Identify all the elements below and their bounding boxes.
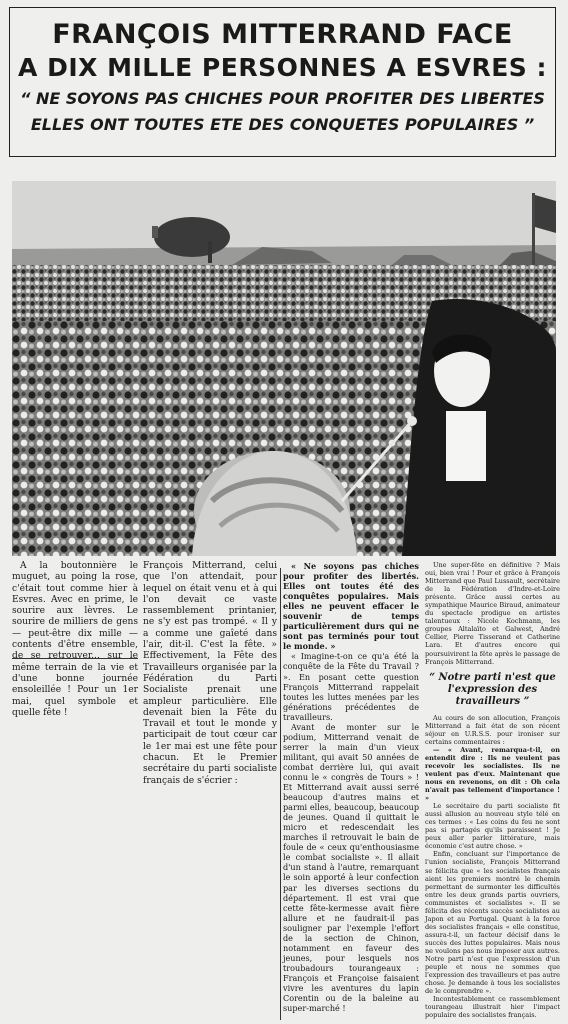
- paragraph: Une super-fête en définitive ? Mais oui, bien vrai ! Pour et grâce à François Mitterrand que Paul Lussault, secrétaire de la Fédération d'Indre-et-Loire présente. Grâce aussi certes au sympathique Maurice Biraud, animateur du spectacle prodigue en artistes talentueux : Nicole Kochmann, les groupes Altalaïto et Galwest, André Cellier, Pierre Tisserand et Catherine Lara. Et d'autres encore qui poursuivirent la fête après le passage de François Mitterrand.: [425, 561, 560, 666]
- sub-heading: “ Notre parti n'est que l'expression des travailleurs ”: [429, 671, 556, 707]
- headline-box: [9, 7, 556, 157]
- paragraph-quote: — « Avant, remarqua-t-il, on entendit dire : Ils ne veulent pas recevoir les socialistes. Ils ne veulent pas d'eux. Maintenant que nous en revenons, on dit : Oh cela n'avait pas tellement d'importance ! »: [425, 745, 560, 803]
- quote-line-1: “ NE SOYONS PAS CHICHES POUR PROFITER DES LIBERTES: [20, 89, 545, 108]
- headline-line-1: FRANÇOIS MITTERRAND FACE: [52, 19, 513, 50]
- paragraph: Avant de monter sur le podium, Mitterrand venait de serrer la main d'un vieux militant, qui avait 50 années de combat derrière lui, qui avait connu le « congrès de Tours » ! Et Mitterrand avait aussi serré beaucoup d'autres mains et parmi elles, beaucoup, beaucoup de jeunes. Quand il quittait le micro et redescendait les marches il retrouvait le bain de foule de « ceux qu'enthousiasme le combat socialiste ». Il allait d'un stand à l'autre, remarquant le soin apporté à leur confection par les diverses sections du département. Il est vrai que cette fête-kermesse avait fière allure et ne faudrait-il pas souligner par l'exemple l'effort de la section de Chinon, notamment en faveur des jeunes, pour lesquels nos troubadours tourangeaux : François et Françoise faisaient vivre les aventures du lapin Corentin ou de la baleine au super-marché !: [283, 721, 419, 1014]
- article-column-3: [283, 561, 419, 1013]
- paragraph: Incontestablement ce rassemblement tourangeau illustrait hier l'impact populaire des socialistes français.: [425, 995, 560, 1020]
- paragraph: A la boutonnière le muguet, au poing la rose, c'était tout comme hier à Esvres. Avec en prime, le sourire aux lèvres. Le sourire de milliers de gens — peut-être dix mille — contents d'être ensemble, de se retrouver... sur le même terrain de la vie et d'une bonne journée ensoleillée ! Pour un 1er mai, quel symbole et quelle fête !: [12, 561, 138, 718]
- quote-line-2: ELLES ONT TOUTES ETE DES CONQUETES POPULAIRES ”: [30, 115, 535, 134]
- paragraph-quote: « Ne soyons pas chiches pour profiter des libertés. Elles ont toutes été des conquêtes populaires. Mais elles ne peuvent effacer le souvenir de temps particulièrement durs qui ne sont pas terminés pour tout le monde. »: [283, 561, 419, 652]
- paragraph: « Imagine-t-on ce qu'a été la conquête de la Fête du Travail ? ». En posant cette question François Mitterrand rappelait toutes les luttes menées par les générations précédentes de travailleurs.: [283, 651, 419, 722]
- article-column-1: [12, 561, 138, 719]
- paragraph: Le secrétaire du parti socialiste fit aussi allusion au nouveau style télé en ces termes : « Les coins du feu ne sont pas si partagés qu'ils paraissent ! Je peux aller parler littérature, mais économie c'est autre chose. »: [425, 802, 560, 851]
- paragraph: François Mitterrand, celui que l'on attendait, pour lequel on était venu et à qui l'on devait ce vaste rassemblement printanier, ne s'y est pas trompé. « Il y a comme une gaîeté dans l'air, dit-il. C'est la fête. » Effectivement, la Fête des Travailleurs organisée par la Fédération du Parti Socialiste prenait une ampleur particulière. Elle devenait bien la Fête du Travail et tout le monde y participait de tout cœur car le 1er mai est une fête pour chacun. Et le Premier secrétaire du parti socialiste français de s'écrier :: [143, 561, 277, 786]
- headline-line-2: A DIX MILLE PERSONNES A ESVRES :: [18, 53, 547, 82]
- crowd-photo: [12, 181, 556, 556]
- column-divider: [280, 568, 281, 1020]
- article-column-2: [143, 561, 277, 787]
- paragraph: Au cours de son allocution, François Mitterrand a fait état de son récent séjour en U.R.S.S. pour ironiser sur certains commentaires :: [425, 713, 560, 746]
- paragraph: Enfin, concluant sur l'importance de l'union socialiste, François Mitterrand se félicita que « les socialistes français aient les premiers montré le chemin permettant de surmonter les difficultés entre les deux grands partis ouvriers, communistes et socialistes ». Il se félicita des récents succès socialistes au Japon et au Portugal. Quant à la force des socialistes français « elle constitue, assura-t-il, un facteur décisif dans le succès des luttes populaires. Mais nous ne voulons pas nous imposer aux autres. Notre parti n'est que l'expression d'un peuple et nous ne sommes que l'expression des travailleurs et pas autre chose. Je demande à tous les socialistes de le comprendre ».: [425, 850, 560, 996]
- article-column-4: [425, 561, 560, 1019]
